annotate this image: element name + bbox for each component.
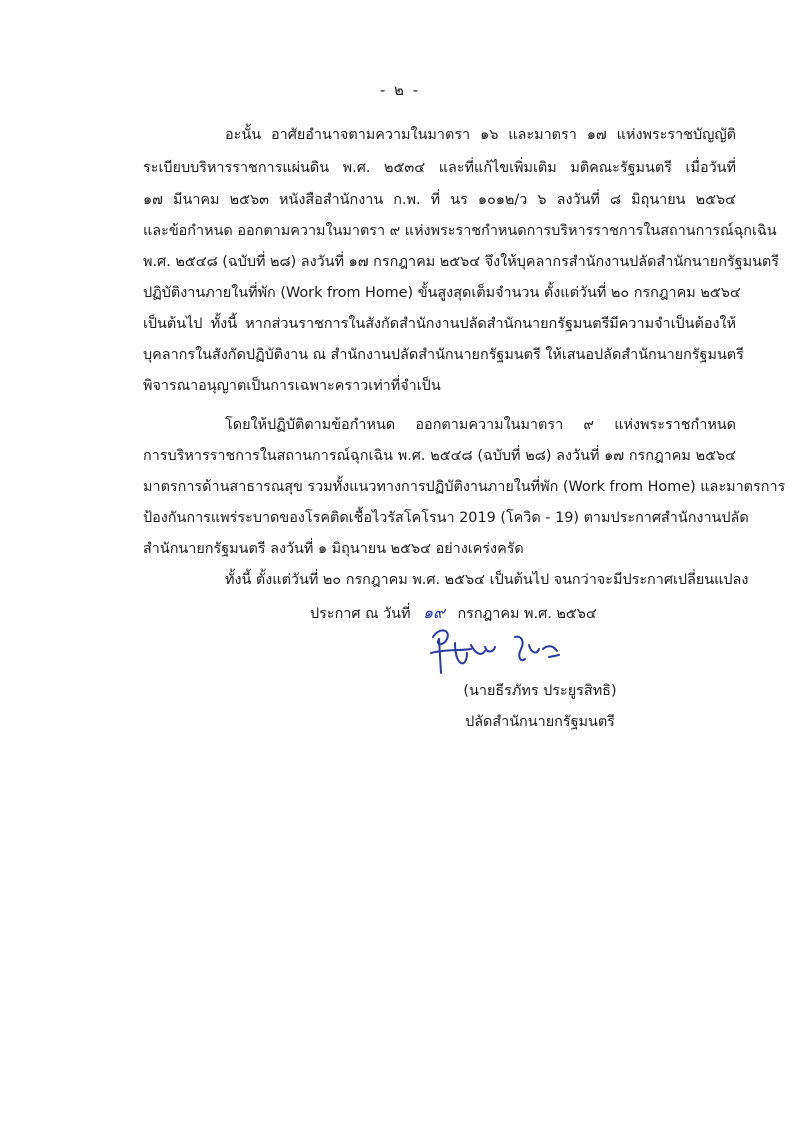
signer-name: (นายธีรภัทร ประยูรสิทธิ) [463, 683, 617, 699]
paragraph-line: บุคลากรในสังกัดปฏิบัติงาน ณ สำนักงานปลัดสำนักนายกรัฐมนตรี ให้เสนอปลัดสำนักนายกรัฐมนตรี [143, 347, 744, 363]
paragraph-line: อะนั้น อาศัยอำนาจตามความในมาตรา ๑๖ และมาตรา ๑๗ แห่งพระราชบัญญัติ [225, 127, 736, 143]
page-number: - ๒ - [379, 81, 421, 99]
paragraph-line: ระเบียบบริหารราชการแผ่นดิน พ.ศ. ๒๕๓๔ และที่แก้ไขเพิ่มเติม มติคณะรัฐมนตรี เมื่อวันที่ [143, 160, 736, 176]
paragraph-line: เป็นต้นไป ทั้งนี้ หากส่วนราชการในสังกัดสำนักงานปลัดสำนักนายกรัฐมนตรีมีความจำเป็นต้องให้ [143, 316, 736, 332]
paragraph-line: พิจารณาอนุญาตเป็นการเฉพาะคราวเท่าที่จำเป็น [143, 378, 441, 394]
announcement-date [310, 603, 597, 623]
paragraph-line: ปฏิบัติงานภายในที่พัก (Work from Home) ขั้นสูงสุดเต็มจำนวน ตั้งแต่วันที่ ๒๐ กรกฎาคม ๒๕๖๔ [143, 285, 741, 301]
paragraph-line: การบริหารราชการในสถานการณ์ฉุกเฉิน พ.ศ. ๒๕๔๘ (ฉบับที่ ๒๘) ลงวันที่ ๑๗ กรกฎาคม ๒๕๖๔ [143, 448, 736, 464]
paragraph-line: พ.ศ. ๒๕๔๘ (ฉบับที่ ๒๘) ลงวันที่ ๑๗ กรกฎาคม ๒๕๖๔ จึงให้บุคลากรสำนักงานปลัดสำนักนายกรัฐมนตรี [143, 254, 780, 270]
signature-image [425, 623, 575, 679]
announcement-day: ๑๙ [423, 603, 445, 622]
effective-date-line: ทั้งนี้ ตั้งแต่วันที่ ๒๐ กรกฎาคม พ.ศ. ๒๕๖๔ เป็นต้นไป จนกว่าจะมีประกาศเปลี่ยนแปลง [225, 572, 749, 588]
paragraph-line: ป้องกันการแพร่ระบาดของโรคติดเชื้อไวรัสโคโรนา 2019 (โควิด - 19) ตามประกาศสำนักงานปลัด [143, 510, 749, 526]
paragraph-line: โดยให้ปฏิบัติตามข้อกำหนด ออกตามความในมาตรา ๙ แห่งพระราชกำหนด [225, 417, 736, 433]
paragraph-line: และข้อกำหนด ออกตามความในมาตรา ๙ แห่งพระราชกำหนดการบริหารราชการในสถานการณ์ฉุกเฉิน [143, 223, 777, 239]
signer-position: ปลัดสำนักนายกรัฐมนตรี [465, 714, 615, 730]
paragraph-line: ๑๗ มีนาคม ๒๕๖๓ หนังสือสำนักงาน ก.พ. ที่ นร ๑๐๑๒/ว ๖ ลงวันที่ ๘ มิถุนายน ๒๕๖๔ [143, 192, 736, 208]
paragraph-line: สำนักนายกรัฐมนตรี ลงวันที่ ๑ มิถุนายน ๒๕๖๔ อย่างเคร่งครัด [143, 541, 524, 557]
announcement-suffix: กรกฎาคม พ.ศ. ๒๕๖๔ [457, 606, 597, 622]
announcement-prefix: ประกาศ ณ วันที่ [310, 606, 411, 622]
paragraph-line: มาตรการด้านสาธารณสุข รวมทั้งแนวทางการปฏิบัติงานภายในที่พัก (Work from Home) และมาตรการ [143, 479, 786, 495]
